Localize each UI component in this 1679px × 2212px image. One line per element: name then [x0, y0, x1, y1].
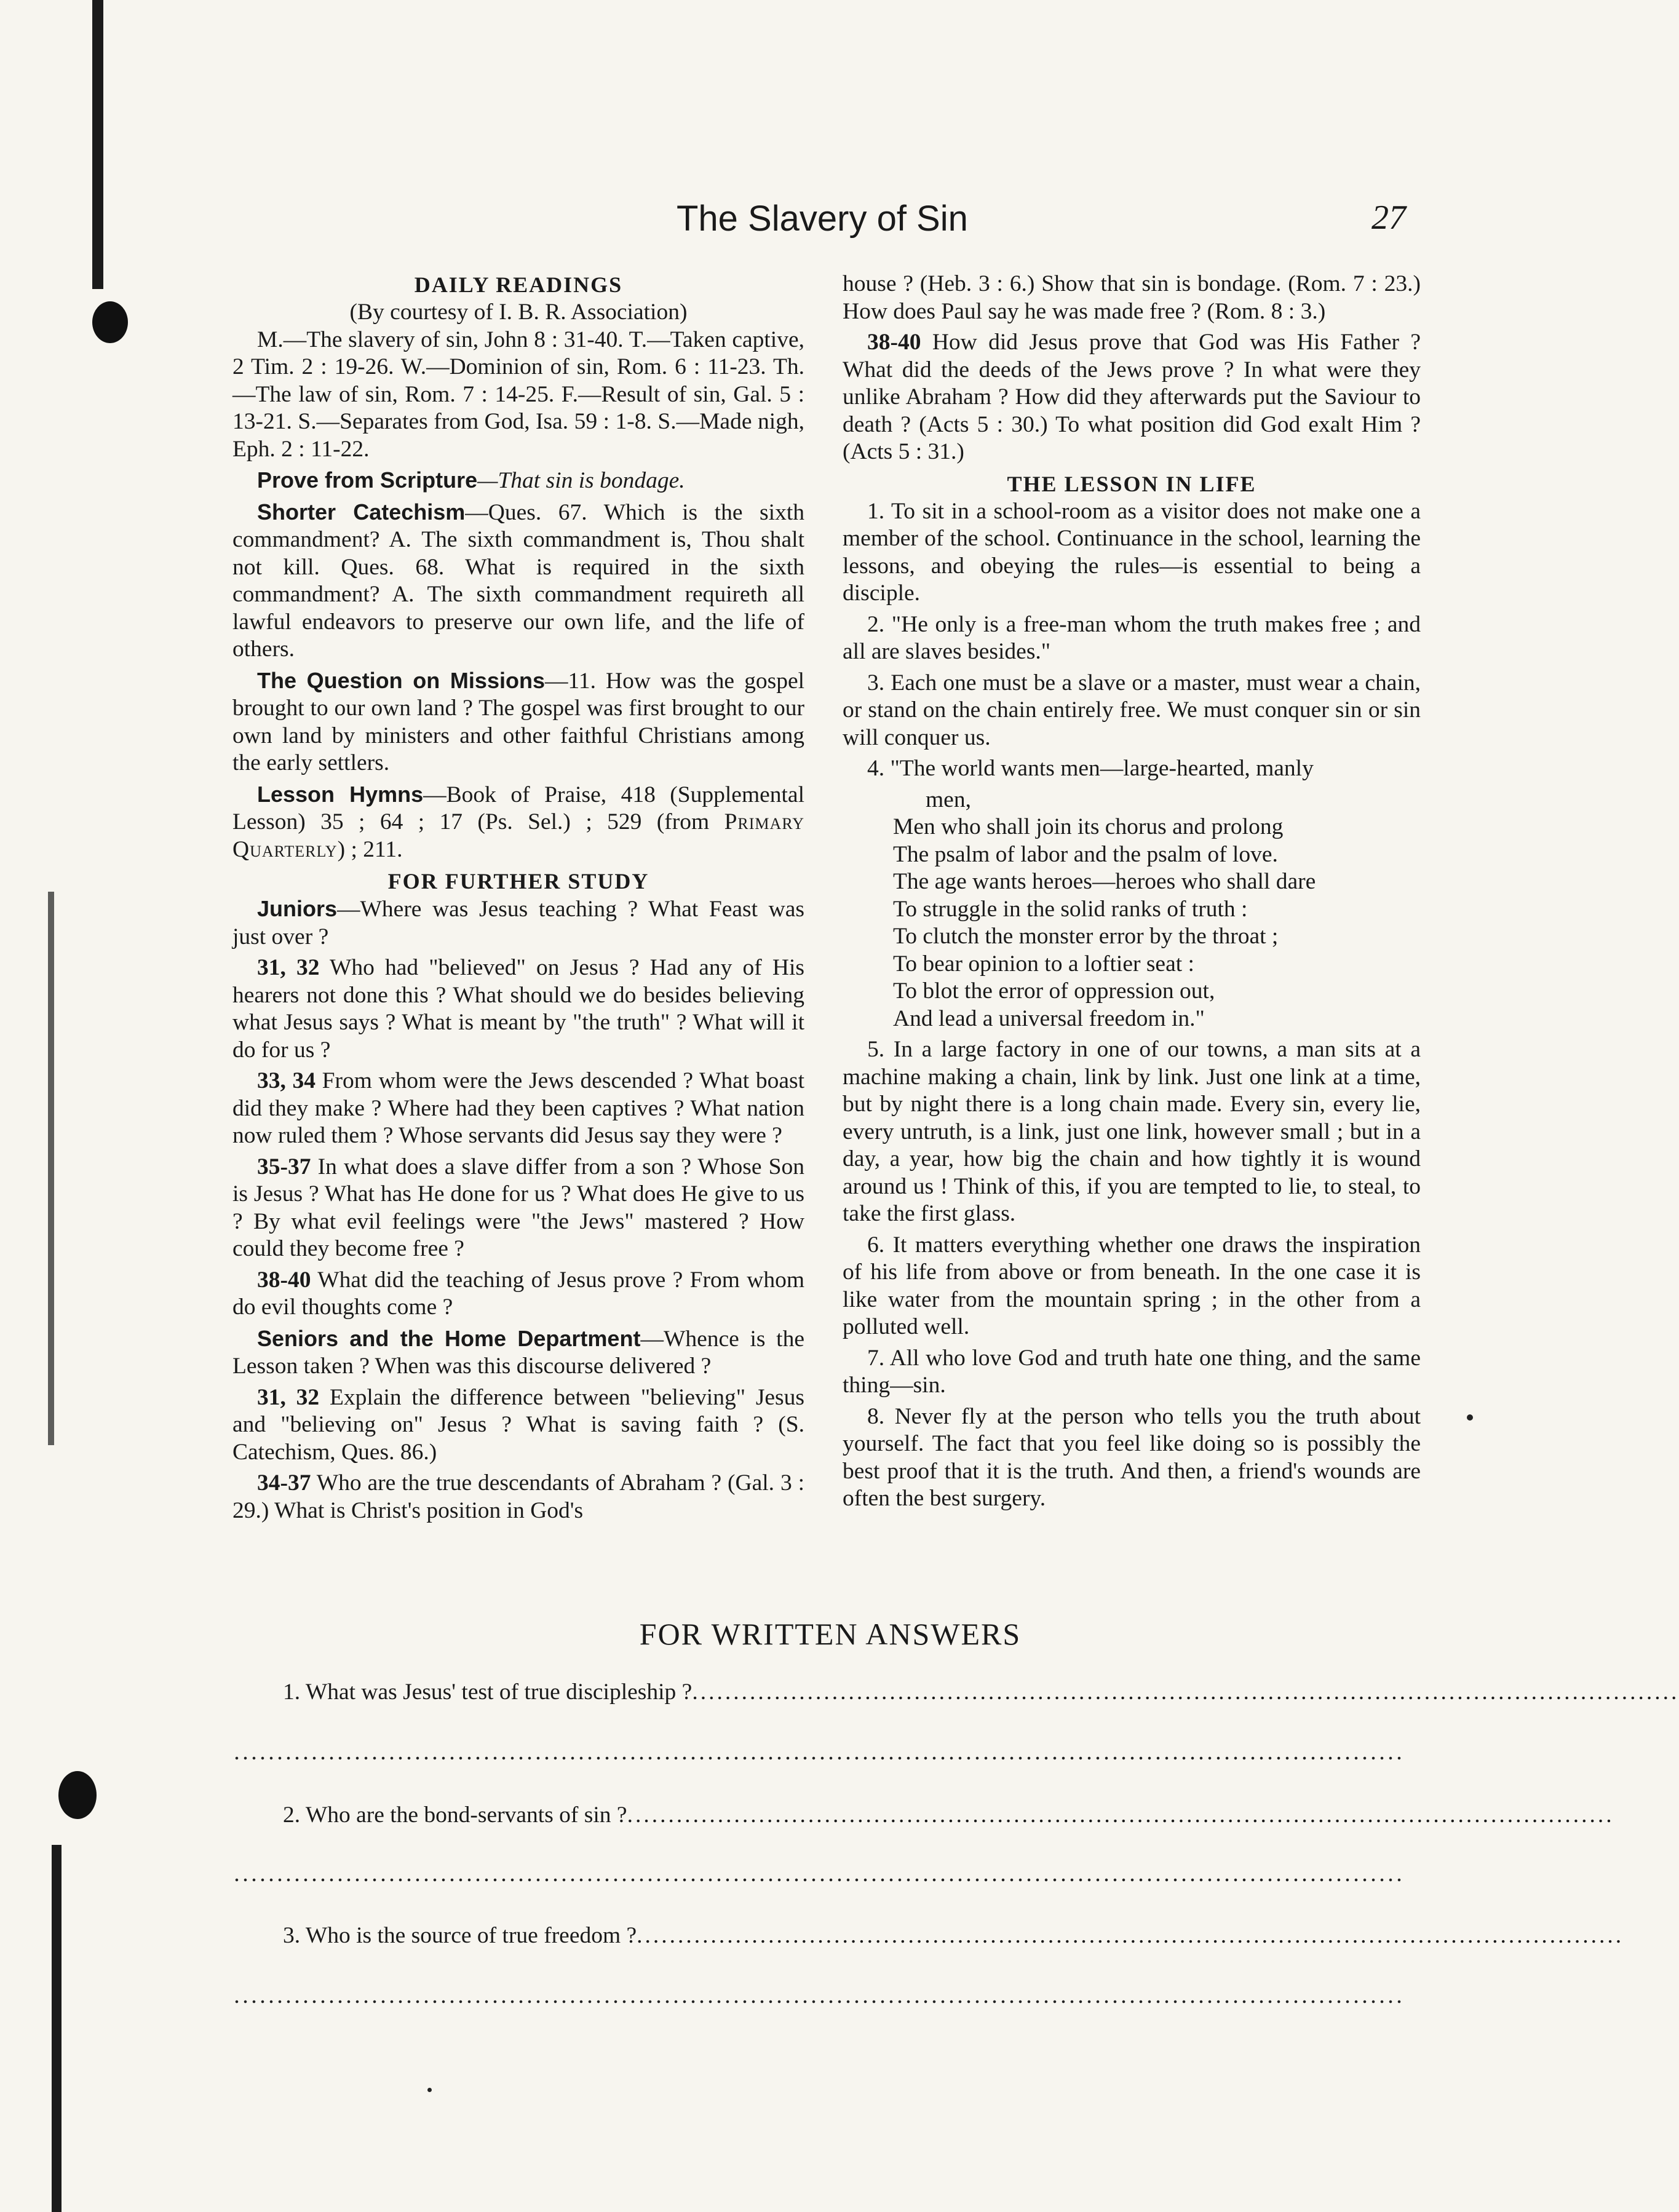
juniors-label: Juniors: [257, 896, 338, 921]
prove-label: Prove from Scripture: [257, 467, 478, 493]
answer-line[interactable]: [232, 1878, 1401, 1882]
question-text: Explain the difference between "believing" Jesus and "believing on" Jesus ? What is saving faith ? (S. Catechism, Ques. 86.): [232, 1384, 804, 1465]
page-number: 27: [1371, 199, 1406, 237]
right-column: [843, 271, 1421, 1516]
lesson-in-life-heading: THE LESSON IN LIFE: [1007, 471, 1256, 496]
poem-line: To struggle in the solid ranks of truth :: [893, 896, 1248, 922]
poem-line: To bear opinion to a loftier seat :: [893, 951, 1194, 977]
poem-line: The psalm of labor and the psalm of love.: [893, 841, 1278, 867]
hymns-text: —Book of Praise, 418 (Supplemental Lesson) 35 ; 64 ; 17 (Ps. Sel.) ; 529 (from: [232, 782, 804, 834]
prove-text: —That sin is bondage.: [477, 468, 685, 493]
written-answers-heading: FOR WRITTEN ANSWERS: [639, 1617, 1022, 1651]
verse-ref: 38-40: [257, 1267, 311, 1293]
answer-line[interactable]: [232, 2000, 1401, 2004]
juniors-question: [232, 954, 804, 1064]
missions-text: —11. How was the gospel brought to our own land ? The gospel was first brought to our own land by ministers and other faithful Christians among the early settlers.: [232, 668, 805, 775]
daily-readings-credit: (By courtesy of I. B. R. Association): [349, 299, 688, 325]
speck: [1467, 1414, 1473, 1421]
question-text: Who had "believed" on Jesus ? Had any of His hearers not done this ? What should we do besides believing what Jesus says ? What is meant by "the truth" ? What will it do for us ?: [232, 955, 804, 1063]
seniors-question: [232, 1470, 804, 1524]
question-text: How did Jesus prove that God was His Father ? What did the deeds of the Jews prove ? In what were they unlike Abraham ? How did they afterwards put the Saviour to death ? (Acts 5 : 30.) To what position did God exalt Him ? (Acts 5 : 31.): [843, 330, 1421, 464]
lesson-point: 7. All who love God and truth hate one thing, and the same thing—sin.: [843, 1345, 1421, 1398]
juniors-question: [232, 1154, 804, 1263]
seniors-text: —Whence is the Lesson taken ? When was this discourse delivered ?: [232, 1326, 804, 1379]
question-text: From whom were the Jews descended ? What boast did they make ? Where had they been captives ? What nation now ruled them ? Whose servants did Jesus say they were ?: [232, 1068, 804, 1148]
answer-leader: ........................................................................................................................: [627, 1802, 1614, 1828]
seniors-continued: house ? (Heb. 3 : 6.) Show that sin is bondage. (Rom. 7 : 23.) How does Paul say he was made free ? (Rom. 8 : 3.): [843, 271, 1421, 324]
question-text: In what does a slave differ from a son ? Whose Son is Jesus ? What has He done for us ? What does He give to us ? By what evil feelings were "the Jews" mastered ? How could they become free ?: [232, 1154, 804, 1261]
lesson-point: 3. Each one must be a slave or a master, must wear a chain, or stand on the chain entirely free. We must conquer sin or sin will conquer us.: [843, 670, 1421, 750]
juniors-question: [232, 1267, 804, 1322]
poem-block: [843, 787, 1421, 1033]
question-text: Who are the true descendants of Abraham ? (Gal. 3 : 29.) What is Christ's position in God's: [232, 1470, 804, 1523]
lesson-hymns: [232, 781, 804, 864]
juniors-intro: [232, 895, 804, 951]
verse-ref: 34-37: [257, 1470, 311, 1496]
binding-shadow-middle: [48, 892, 54, 1445]
verse-ref: 38-40: [867, 330, 921, 355]
catechism-text: —Ques. 67. Which is the sixth commandment? A. The sixth commandment is, Thou shalt not kill. Ques. 68. What is required in the sixth commandment? A. The sixth commandment requireth all lawful endeavors to preserve our own life, and the life of others.: [232, 499, 804, 662]
answer-line[interactable]: [232, 1756, 1401, 1760]
shorter-catechism: [232, 499, 804, 664]
left-column: [232, 271, 804, 1528]
question-text: What did the teaching of Jesus prove ? From whom do evil thoughts come ?: [232, 1267, 804, 1320]
seniors-intro: [232, 1325, 804, 1381]
lesson-point: 8. Never fly at the person who tells you the truth about yourself. The fact that you feel like doing so is possibly the best proof that it is the truth. And then, a friend's wounds are often the best surgery.: [843, 1403, 1421, 1511]
lesson-point: 4. "The world wants men—large-hearted, manly: [867, 756, 1314, 781]
written-question: [232, 1679, 1679, 1705]
lesson-point: 1. To sit in a school-room as a visitor does not make one a member of the school. Continuance in the school, learning the lessons, and obeying the rules—is essential to being a disciple.: [843, 498, 1421, 606]
verse-ref: 31, 32: [257, 955, 320, 980]
poem-line: To blot the error of oppression out,: [893, 978, 1215, 1004]
poem-line: men,: [926, 787, 971, 812]
missions-label: The Question on Missions: [257, 667, 545, 693]
seniors-question: [232, 1384, 804, 1467]
poem-line: Men who shall join its chorus and prolong: [893, 814, 1284, 839]
punch-hole-bottom: [58, 1771, 97, 1819]
punch-hole-top: [92, 301, 128, 343]
lesson-point: 2. "He only is a free-man whom the truth makes free ; and all are slaves besides.": [843, 611, 1421, 664]
poem-line: And lead a universal freedom in.": [893, 1005, 1205, 1031]
verse-ref: 35-37: [257, 1154, 311, 1179]
question-text: 1. What was Jesus' test of true discipleship ?: [283, 1679, 693, 1705]
verse-ref: 33, 34: [257, 1068, 316, 1093]
question-text: 3. Who is the source of true freedom ?: [283, 1923, 637, 1948]
lesson-point: 6. It matters everything whether one draws the inspiration of his life from above or from beneath. In the one case it is like water from the mountain spring ; in the other from a polluted well.: [843, 1232, 1421, 1339]
seniors-label: Seniors and the Home Department: [257, 1325, 641, 1351]
catechism-label: Shorter Catechism: [257, 499, 466, 525]
juniors-question: [232, 1068, 804, 1150]
poem-line: The age wants heroes—heroes who shall dare: [893, 869, 1316, 894]
hymns-label: Lesson Hymns: [257, 781, 424, 807]
speck: [427, 2088, 432, 2092]
juniors-text: —Where was Jesus teaching ? What Feast was just over ?: [232, 897, 804, 949]
prove-from-scripture: [232, 467, 804, 495]
lesson-point: 5. In a large factory in one of our towns, a man sits at a machine making a chain, link by link. Just one link at a time, but by night there is a long chain made. Every sin, every lie, every untruth, is a link, just one link, however small ; but in a day, a year, how big the chain and how tightly it is wound around us ! Think of this, if you are tempted to lie, to steal, to take the first glass.: [843, 1037, 1421, 1226]
written-question: [232, 1802, 1614, 1828]
binding-shadow-top: [92, 0, 103, 289]
daily-readings-text: M.—The slavery of sin, John 8 : 31-40. T.—Taken captive, 2 Tim. 2 : 19-26. W.—Dominion of sin, Rom. 6 : 11-23. Th.—The law of sin, Rom. 7 : 14-25. F.—Result of sin, Gal. 5 : 13-21. S.—Separates from God, Isa. 59 : 1-8. S.—Made nigh, Eph. 2 : 11-22.: [232, 327, 804, 462]
verse-ref: 31, 32: [257, 1384, 320, 1410]
page-title: The Slavery of Sin: [677, 199, 968, 239]
seniors-question: [843, 329, 1421, 466]
hymns-source: Primary Quarterly: [232, 809, 804, 862]
further-study-heading: FOR FURTHER STUDY: [387, 869, 649, 894]
answer-leader: ........................................................................................................................: [692, 1679, 1679, 1705]
answer-leader: ........................................................................................................................: [637, 1923, 1624, 1948]
hymns-end: ) ; 211.: [337, 836, 403, 862]
question-text: 2. Who are the bond-servants of sin ?: [283, 1802, 627, 1828]
poem-line: To clutch the monster error by the throat ;: [893, 924, 1279, 949]
question-on-missions: [232, 667, 804, 777]
written-question: [232, 1922, 1624, 1949]
daily-readings-heading: DAILY READINGS: [414, 272, 623, 297]
binding-shadow-bottom: [52, 1845, 62, 2212]
